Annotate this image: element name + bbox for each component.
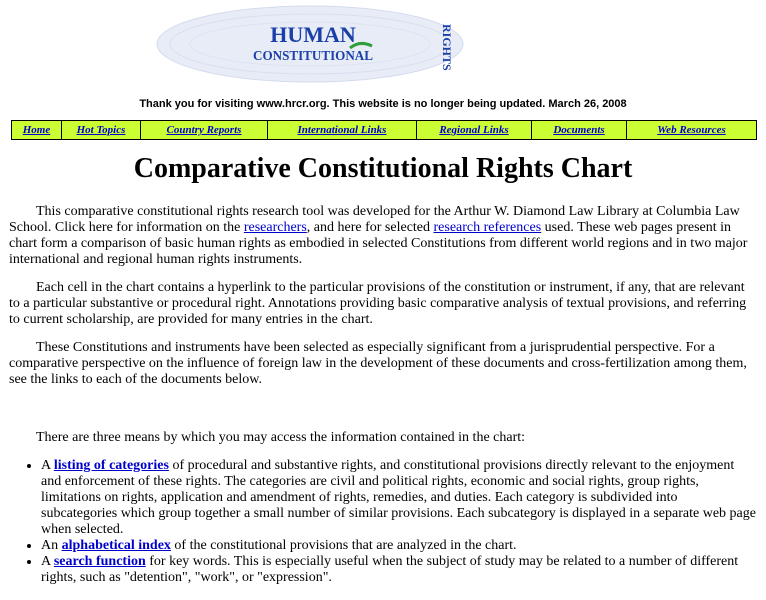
site-header — [9, 0, 757, 88]
search-function-link[interactable]: search function — [53, 554, 146, 569]
selection-paragraph: These Constitutions and instruments have been selected as especially significant from a jurisprudential perspective. For a comparative perspective on the influence of foreign law in the development of these documents and cross-fertilization among them, see the links to each of the documents below. — [9, 340, 747, 387]
list-item — [41, 538, 757, 554]
page-title: Comparative Constitutional Rights Chart — [133, 153, 633, 184]
logo-word-rights: RIGHTS — [440, 24, 454, 71]
intro-text-b: , and here for selected — [306, 220, 434, 235]
list-item-text: of the constitutional provisions that are analyzed in the chart. — [170, 538, 517, 553]
nav-link-hot-topics[interactable]: Hot Topics — [76, 124, 126, 136]
nav-cell-country-reports — [141, 121, 268, 140]
chart-cells-paragraph: Each cell in the chart contains a hyperlink to the particular provisions of the constitution or instrument, if any, that are relevant to a particular substantive or procedural right. Annotations providing basic comparative analysis of textual provisions, and referring to current scholarship, are provided for many entries in the chart. — [9, 280, 747, 327]
list-item — [41, 458, 757, 538]
nav-cell-hot-topics — [62, 121, 141, 140]
nav-cell-home — [12, 121, 62, 140]
access-means-list — [9, 458, 757, 586]
intro-paragraph — [9, 204, 757, 268]
nav-link-country-reports[interactable]: Country Reports — [166, 124, 242, 136]
site-notice: Thank you for visiting www.hrcr.org. This website is no longer being updated. March 26, 2008 — [139, 98, 627, 110]
nav-cell-documents — [532, 121, 627, 140]
top-navigation — [11, 120, 757, 140]
spacer — [9, 400, 757, 430]
list-item-text: for key words. This is especially useful when the subject of study may be related to a number of different rights, such as "detention", "work", or "expression". — [41, 554, 739, 585]
list-item — [41, 554, 757, 586]
nav-link-home[interactable]: Home — [22, 124, 51, 136]
listing-of-categories-link[interactable]: listing of categories — [53, 458, 169, 473]
nav-link-web-resources[interactable]: Web Resources — [657, 124, 726, 136]
list-item-prefix: A — [41, 458, 54, 473]
research-references-link[interactable]: research references — [433, 220, 542, 235]
access-means-paragraph: There are three means by which you may access the information contained in the chart: — [36, 430, 526, 445]
nav-cell-web-resources — [627, 121, 757, 140]
alphabetical-index-link[interactable]: alphabetical index — [61, 538, 171, 553]
intro-text-a: This comparative constitutional rights research tool was developed for the Arthur W. Diamond Law Library at Columbia Law School. Click here for information on the — [9, 204, 740, 235]
nav-cell-regional-links — [417, 121, 532, 140]
logo-word-constitutional: CONSTITUTIONAL — [253, 49, 373, 64]
researchers-link[interactable]: researchers — [243, 220, 307, 235]
nav-link-international-links[interactable]: International Links — [297, 124, 387, 136]
list-item-prefix: A — [41, 554, 54, 569]
nav-cell-international-links — [268, 121, 417, 140]
list-item-prefix: An — [41, 538, 62, 553]
logo-word-human: HUMAN — [270, 22, 356, 47]
nav-link-regional-links[interactable]: Regional Links — [439, 124, 509, 136]
intro-text-c: used. These web pages present in chart form a comparison of basic human rights as embodied in selected Constitutions from different world regions and in two major international and regional human rights instruments. — [9, 220, 748, 267]
site-logo[interactable] — [155, 4, 465, 84]
nav-link-documents[interactable]: Documents — [553, 124, 605, 136]
list-item-text: of procedural and substantive rights, and constitutional provisions directly relevant to the enjoyment and enforcement of these rights. The categories are civil and political rights, economic and social rights, group rights, limitations on rights, application and amendment of rights, remedies, and duties. Each category is subdivided into subcategories which group together a small number of similar provisions. Each subcategory is displayed in a separate web page when selected. — [41, 458, 756, 537]
